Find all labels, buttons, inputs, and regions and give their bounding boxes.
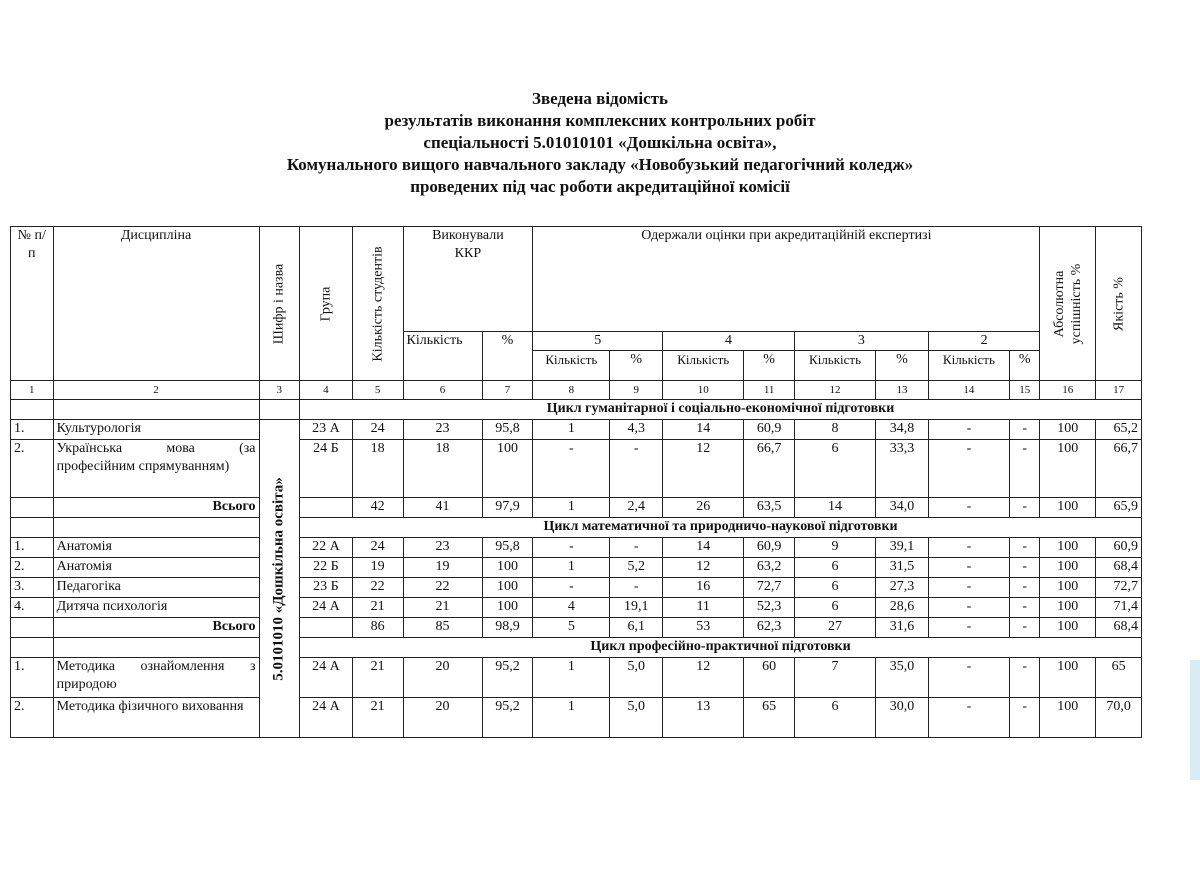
table-row bbox=[11, 420, 1142, 440]
colnum: 11 bbox=[744, 381, 795, 400]
cell-p2: - bbox=[1009, 658, 1039, 698]
cell-quality: 68,4 bbox=[1096, 558, 1142, 578]
title-line-4: Комунального вищого навчального закладу «Новобузький педагогічний коледж» bbox=[286, 155, 914, 174]
cell-quality: 66,7 bbox=[1096, 440, 1142, 498]
colnum: 6 bbox=[403, 381, 482, 400]
title-line-2: результатів виконання комплексних контрольних робіт bbox=[384, 111, 816, 130]
cell-group: 24 А bbox=[300, 598, 353, 618]
cell-q4: 14 bbox=[663, 538, 744, 558]
cell-num: 1. bbox=[11, 538, 54, 558]
section-title: Цикл професійно-практичної підготовки bbox=[300, 638, 1142, 658]
cell-abs: 100 bbox=[1040, 578, 1096, 598]
cell-q2: - bbox=[928, 578, 1009, 598]
header-code: Шифр і назва bbox=[259, 227, 300, 381]
cell-q4: 12 bbox=[663, 440, 744, 498]
cell-p5: 5,0 bbox=[610, 698, 663, 738]
cell-p5: - bbox=[610, 538, 663, 558]
cell-q4: 16 bbox=[663, 578, 744, 598]
colnum: 15 bbox=[1009, 381, 1039, 400]
cell-q3: 8 bbox=[794, 420, 875, 440]
results-table bbox=[10, 226, 1142, 738]
title-line-3: спеціальності 5.01010101 «Дошкільна освіта», bbox=[423, 133, 777, 152]
header-g5-pct: % bbox=[610, 351, 663, 381]
header-quality: Якість % bbox=[1096, 227, 1142, 381]
cell-q3: 6 bbox=[794, 578, 875, 598]
table-row bbox=[11, 698, 1142, 738]
cell-group: 24 А bbox=[300, 698, 353, 738]
cell-p2: - bbox=[1009, 578, 1039, 598]
cell-done-pct: 100 bbox=[482, 558, 533, 578]
header-num: № п/п bbox=[11, 227, 54, 381]
cell-p4: 52,3 bbox=[744, 598, 795, 618]
cell-abs: 100 bbox=[1040, 420, 1096, 440]
cell-num: 3. bbox=[11, 578, 54, 598]
cell-done: 19 bbox=[403, 558, 482, 578]
header-g2-pct: % bbox=[1009, 351, 1039, 381]
cell-p2: - bbox=[1009, 698, 1039, 738]
header-g3-pct: % bbox=[876, 351, 929, 381]
cell-p3: 27,3 bbox=[876, 578, 929, 598]
cell-p4: 72,7 bbox=[744, 578, 795, 598]
total-label: Всього bbox=[53, 498, 259, 518]
header-students: Кількість студентів bbox=[352, 227, 403, 381]
cell-num: 2. bbox=[11, 440, 54, 498]
colnum: 1 bbox=[11, 381, 54, 400]
colnum: 12 bbox=[794, 381, 875, 400]
cell-num: 1. bbox=[11, 420, 54, 440]
specialty-code: 5.0101010 «Дошкільна освіта» bbox=[259, 420, 300, 738]
colnum: 4 bbox=[300, 381, 353, 400]
cell-students: 24 bbox=[352, 420, 403, 440]
cell-q2: - bbox=[928, 440, 1009, 498]
section-row bbox=[11, 400, 1142, 420]
cell-q5: 5 bbox=[533, 618, 610, 638]
header-performed-qty: Кількість bbox=[403, 332, 482, 381]
cell-q2: - bbox=[928, 698, 1009, 738]
cell-quality: 72,7 bbox=[1096, 578, 1142, 598]
cell-discipline: Культурологія bbox=[53, 420, 259, 440]
cell-p2: - bbox=[1009, 498, 1039, 518]
cell-done: 23 bbox=[403, 420, 482, 440]
cell-q3: 6 bbox=[794, 598, 875, 618]
cell-done-pct: 95,8 bbox=[482, 420, 533, 440]
column-number-row bbox=[11, 381, 1142, 400]
cell-q4: 11 bbox=[663, 598, 744, 618]
cell-q5: 4 bbox=[533, 598, 610, 618]
cell-p5: - bbox=[610, 578, 663, 598]
cell-q2: - bbox=[928, 558, 1009, 578]
cell-quality: 60,9 bbox=[1096, 538, 1142, 558]
header-g2-qty: Кількість bbox=[928, 351, 1009, 381]
cell-q5: 1 bbox=[533, 698, 610, 738]
cell-done-pct: 97,9 bbox=[482, 498, 533, 518]
cell-p4: 60,9 bbox=[744, 538, 795, 558]
cell-group: 23 А bbox=[300, 420, 353, 440]
cell-p3: 31,6 bbox=[876, 618, 929, 638]
cell-abs: 100 bbox=[1040, 598, 1096, 618]
header-g5-qty: Кількість bbox=[533, 351, 610, 381]
cell-q5: - bbox=[533, 440, 610, 498]
cell-abs: 100 bbox=[1040, 658, 1096, 698]
colnum: 7 bbox=[482, 381, 533, 400]
total-row bbox=[11, 618, 1142, 638]
cell-q2: - bbox=[928, 420, 1009, 440]
cell-done: 41 bbox=[403, 498, 482, 518]
colnum: 13 bbox=[876, 381, 929, 400]
cell-done-pct: 95,8 bbox=[482, 538, 533, 558]
header-discipline: Дисципліна bbox=[53, 227, 259, 381]
cell-p5: 6,1 bbox=[610, 618, 663, 638]
cell-quality: 65,9 bbox=[1096, 498, 1142, 518]
cell-done: 18 bbox=[403, 440, 482, 498]
colnum: 9 bbox=[610, 381, 663, 400]
cell-p4: 66,7 bbox=[744, 440, 795, 498]
cell-p4: 63,5 bbox=[744, 498, 795, 518]
header-g4-qty: Кількість bbox=[663, 351, 744, 381]
cell-p5: 5,2 bbox=[610, 558, 663, 578]
cell-q3: 9 bbox=[794, 538, 875, 558]
header-grade-3: 3 bbox=[794, 332, 928, 351]
cell-p3: 34,0 bbox=[876, 498, 929, 518]
cell-discipline: Педагогіка bbox=[53, 578, 259, 598]
cell-p5: 5,0 bbox=[610, 658, 663, 698]
cell-students: 86 bbox=[352, 618, 403, 638]
cell-num: 4. bbox=[11, 598, 54, 618]
colnum: 5 bbox=[352, 381, 403, 400]
cell-done: 20 bbox=[403, 698, 482, 738]
cell-discipline: Анатомія bbox=[53, 558, 259, 578]
table-row bbox=[11, 558, 1142, 578]
cell-q3: 14 bbox=[794, 498, 875, 518]
cell-q5: 1 bbox=[533, 558, 610, 578]
header-grade-5: 5 bbox=[533, 332, 663, 351]
colnum: 2 bbox=[53, 381, 259, 400]
cell-discipline: Дитяча психологія bbox=[53, 598, 259, 618]
cell-q2: - bbox=[928, 658, 1009, 698]
table-row bbox=[11, 598, 1142, 618]
header-group: Група bbox=[300, 227, 353, 381]
header-performed: Виконували ККР bbox=[403, 227, 533, 332]
colnum: 14 bbox=[928, 381, 1009, 400]
cell-done-pct: 100 bbox=[482, 440, 533, 498]
cell-quality: 65,2 bbox=[1096, 420, 1142, 440]
scan-edge-strip bbox=[1190, 660, 1200, 780]
cell-p4: 60 bbox=[744, 658, 795, 698]
title-line-5: проведених під час роботи акредитаційної комісії bbox=[410, 177, 790, 196]
cell-p2: - bbox=[1009, 558, 1039, 578]
cell-q3: 7 bbox=[794, 658, 875, 698]
cell-p2: - bbox=[1009, 440, 1039, 498]
colnum: 10 bbox=[663, 381, 744, 400]
cell-q2: - bbox=[928, 498, 1009, 518]
cell-discipline: Методика фізичного виховання bbox=[53, 698, 259, 738]
cell-done-pct: 98,9 bbox=[482, 618, 533, 638]
cell-q4: 53 bbox=[663, 618, 744, 638]
cell-abs: 100 bbox=[1040, 498, 1096, 518]
page-title bbox=[0, 88, 1200, 198]
cell-num: 2. bbox=[11, 558, 54, 578]
cell-done-pct: 100 bbox=[482, 598, 533, 618]
cell-p4: 63,2 bbox=[744, 558, 795, 578]
header-grade-4: 4 bbox=[663, 332, 795, 351]
cell-done-pct: 95,2 bbox=[482, 698, 533, 738]
cell-quality: 65 bbox=[1096, 658, 1142, 698]
cell-q2: - bbox=[928, 538, 1009, 558]
cell-num: 2. bbox=[11, 698, 54, 738]
cell-p3: 39,1 bbox=[876, 538, 929, 558]
header-abs: Абсолютна успішність % bbox=[1040, 227, 1096, 381]
cell-p3: 35,0 bbox=[876, 658, 929, 698]
cell-students: 24 bbox=[352, 538, 403, 558]
cell-discipline: Українська мова (за професійним спрямуванням) bbox=[53, 440, 259, 498]
cell-q3: 27 bbox=[794, 618, 875, 638]
cell-q5: 1 bbox=[533, 498, 610, 518]
colnum: 3 bbox=[259, 381, 300, 400]
cell-quality: 68,4 bbox=[1096, 618, 1142, 638]
cell-group: 24 Б bbox=[300, 440, 353, 498]
cell-done: 21 bbox=[403, 598, 482, 618]
cell-students: 21 bbox=[352, 698, 403, 738]
cell-q4: 14 bbox=[663, 420, 744, 440]
cell-students: 21 bbox=[352, 658, 403, 698]
cell-q4: 26 bbox=[663, 498, 744, 518]
cell-quality: 71,4 bbox=[1096, 598, 1142, 618]
cell-discipline: Методика ознайомлення з природою bbox=[53, 658, 259, 698]
colnum: 17 bbox=[1096, 381, 1142, 400]
section-title: Цикл математичної та природничо-наукової підготовки bbox=[300, 518, 1142, 538]
cell-done: 22 bbox=[403, 578, 482, 598]
cell-q5: - bbox=[533, 578, 610, 598]
cell-p5: 19,1 bbox=[610, 598, 663, 618]
cell-group: 22 Б bbox=[300, 558, 353, 578]
cell-q3: 6 bbox=[794, 698, 875, 738]
cell-p2: - bbox=[1009, 598, 1039, 618]
cell-q2: - bbox=[928, 618, 1009, 638]
cell-abs: 100 bbox=[1040, 618, 1096, 638]
cell-p2: - bbox=[1009, 538, 1039, 558]
cell-done: 20 bbox=[403, 658, 482, 698]
section-row bbox=[11, 638, 1142, 658]
total-label: Всього bbox=[53, 618, 259, 638]
table-row bbox=[11, 578, 1142, 598]
cell-abs: 100 bbox=[1040, 558, 1096, 578]
header-grades: Одержали оцінки при акредитаційній експертизі bbox=[533, 227, 1040, 332]
section-row bbox=[11, 518, 1142, 538]
cell-q5: 1 bbox=[533, 420, 610, 440]
total-row bbox=[11, 498, 1142, 518]
cell-num: 1. bbox=[11, 658, 54, 698]
cell-p3: 33,3 bbox=[876, 440, 929, 498]
cell-done-pct: 100 bbox=[482, 578, 533, 598]
cell-p3: 34,8 bbox=[876, 420, 929, 440]
cell-q4: 12 bbox=[663, 558, 744, 578]
cell-abs: 100 bbox=[1040, 698, 1096, 738]
cell-q3: 6 bbox=[794, 558, 875, 578]
cell-group: 23 Б bbox=[300, 578, 353, 598]
table-row bbox=[11, 538, 1142, 558]
cell-p4: 65 bbox=[744, 698, 795, 738]
cell-q3: 6 bbox=[794, 440, 875, 498]
table-row bbox=[11, 658, 1142, 698]
table-row bbox=[11, 440, 1142, 498]
cell-done: 85 bbox=[403, 618, 482, 638]
cell-students: 21 bbox=[352, 598, 403, 618]
cell-students: 42 bbox=[352, 498, 403, 518]
cell-quality: 70,0 bbox=[1096, 698, 1142, 738]
cell-students: 18 bbox=[352, 440, 403, 498]
cell-discipline: Анатомія bbox=[53, 538, 259, 558]
cell-q5: - bbox=[533, 538, 610, 558]
cell-q5: 1 bbox=[533, 658, 610, 698]
header-performed-pct: % bbox=[482, 332, 533, 381]
cell-p4: 60,9 bbox=[744, 420, 795, 440]
cell-q4: 12 bbox=[663, 658, 744, 698]
cell-group: 22 А bbox=[300, 538, 353, 558]
cell-p3: 31,5 bbox=[876, 558, 929, 578]
cell-group: 24 А bbox=[300, 658, 353, 698]
cell-q2: - bbox=[928, 598, 1009, 618]
header-grade-2: 2 bbox=[928, 332, 1040, 351]
cell-p3: 30,0 bbox=[876, 698, 929, 738]
cell-p3: 28,6 bbox=[876, 598, 929, 618]
cell-p4: 62,3 bbox=[744, 618, 795, 638]
colnum: 8 bbox=[533, 381, 610, 400]
cell-p5: 2,4 bbox=[610, 498, 663, 518]
cell-students: 19 bbox=[352, 558, 403, 578]
cell-p2: - bbox=[1009, 420, 1039, 440]
cell-students: 22 bbox=[352, 578, 403, 598]
header-g4-pct: % bbox=[744, 351, 795, 381]
cell-abs: 100 bbox=[1040, 538, 1096, 558]
cell-p2: - bbox=[1009, 618, 1039, 638]
cell-done-pct: 95,2 bbox=[482, 658, 533, 698]
cell-abs: 100 bbox=[1040, 440, 1096, 498]
section-title: Цикл гуманітарної і соціально-економічної підготовки bbox=[300, 400, 1142, 420]
colnum: 16 bbox=[1040, 381, 1096, 400]
cell-q4: 13 bbox=[663, 698, 744, 738]
cell-done: 23 bbox=[403, 538, 482, 558]
cell-p5: - bbox=[610, 440, 663, 498]
header-g3-qty: Кількість bbox=[794, 351, 875, 381]
cell-p5: 4,3 bbox=[610, 420, 663, 440]
title-line-1: Зведена відомість bbox=[531, 89, 669, 108]
